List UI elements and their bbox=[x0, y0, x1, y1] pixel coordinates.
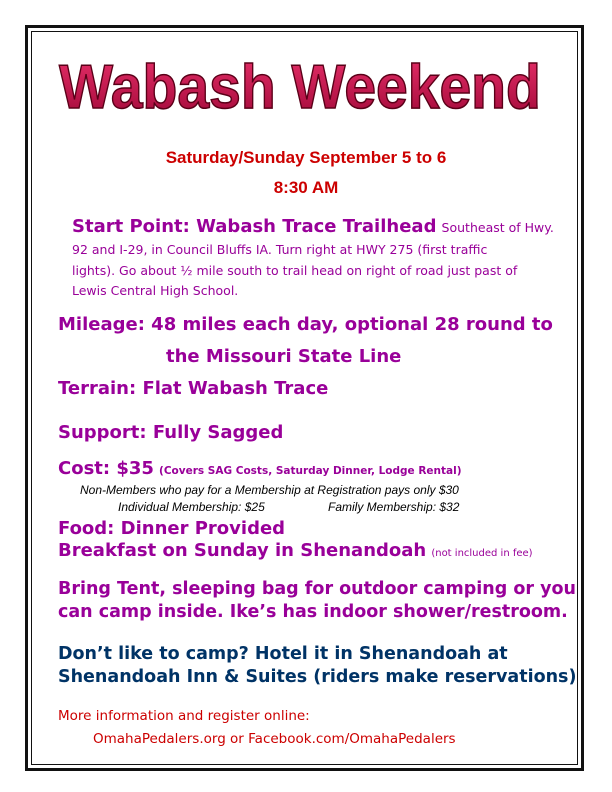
start-point-desc: Southeast of Hwy. bbox=[441, 220, 554, 235]
cost-line bbox=[58, 458, 462, 479]
bring-line-2: can camp inside. Ike’s has indoor shower/restroom. bbox=[58, 602, 568, 622]
cost-label: Cost: $35 bbox=[58, 458, 154, 479]
support: Support: Fully Sagged bbox=[58, 422, 284, 443]
hotel-line-1: Don’t like to camp? Hotel it in Shenandoah at bbox=[58, 644, 508, 664]
date-line: Saturday/Sunday September 5 to 6 bbox=[165, 148, 447, 167]
start-desc-4: Lewis Central High School. bbox=[72, 283, 239, 298]
food-note: (not included in fee) bbox=[431, 548, 533, 559]
nonmember-line: Non-Members who pay for a Membership at Registration pays only $30 bbox=[80, 483, 459, 497]
family-membership: Family Membership: $32 bbox=[328, 500, 460, 514]
start-point-label: Start Point: Wabash Trace Trailhead bbox=[72, 216, 437, 237]
wordart-title bbox=[59, 36, 541, 126]
mileage-line-1: Mileage: 48 miles each day, optional 28 round to bbox=[58, 314, 553, 335]
start-desc-2: 92 and I-29, in Council Bluffs IA. Turn right at HWY 275 (first traffic bbox=[72, 242, 488, 257]
info-line-1: More information and register online: bbox=[58, 708, 310, 724]
individual-membership: Individual Membership: $25 bbox=[118, 500, 265, 514]
start-point bbox=[72, 216, 554, 237]
terrain: Terrain: Flat Wabash Trace bbox=[58, 378, 329, 399]
food-line-2-wrap bbox=[58, 540, 533, 561]
time-line: 8:30 AM bbox=[273, 178, 339, 197]
food-line-2: Breakfast on Sunday in Shenandoah bbox=[58, 540, 427, 561]
mileage-line-2: the Missouri State Line bbox=[166, 346, 402, 367]
hotel-line-2: Shenandoah Inn & Suites (riders make reservations) bbox=[58, 667, 577, 687]
start-desc-3: lights). Go about ½ mile south to trail head on right of road just past of bbox=[72, 263, 518, 278]
cost-note: (Covers SAG Costs, Saturday Dinner, Lodge Rental) bbox=[159, 465, 462, 477]
title-text: Wabash Weekend bbox=[59, 51, 541, 122]
bring-line-1: Bring Tent, sleeping bag for outdoor camping or you bbox=[58, 579, 576, 599]
info-links[interactable]: OmahaPedalers.org or Facebook.com/OmahaPedalers bbox=[93, 731, 456, 747]
food-line-1: Food: Dinner Provided bbox=[58, 518, 286, 539]
